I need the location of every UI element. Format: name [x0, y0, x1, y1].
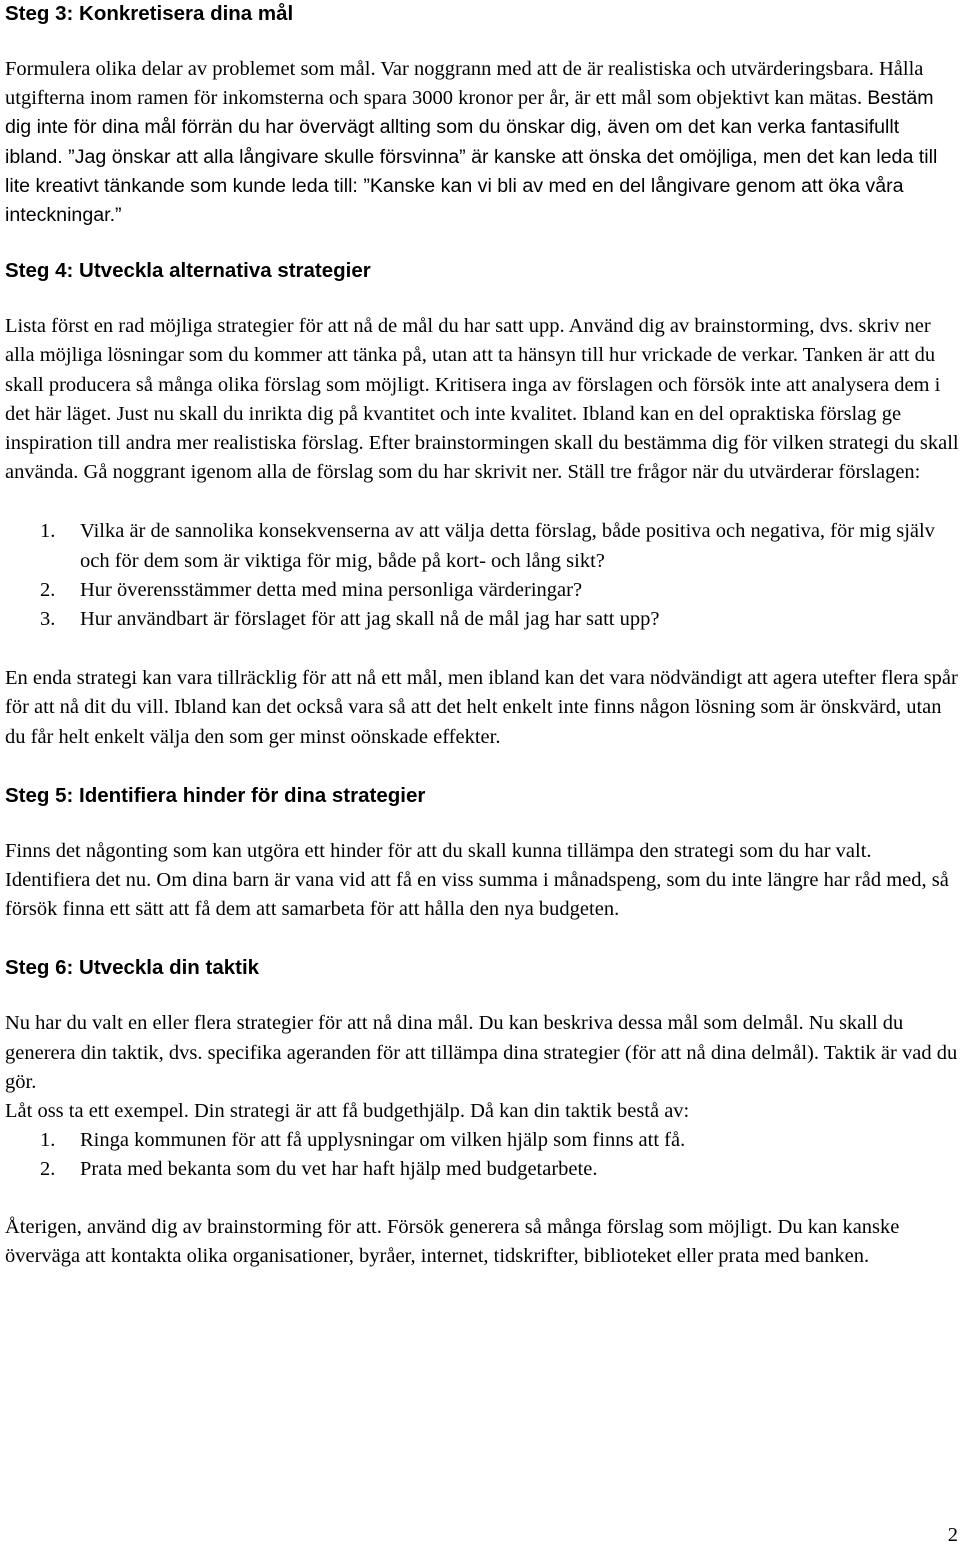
list-item: 2. Prata med bekanta som du vet har haft hjälp med budgetarbete.: [40, 1158, 598, 1181]
tactics-list: [5, 1126, 960, 1184]
page-number: 2: [947, 1524, 958, 1546]
list-item: 1. Ringa kommunen för att få upplysningar om vilken hjälp som finns att få.: [40, 1129, 686, 1152]
heading-steg-4: Steg 4: Utveckla alternativa strategier: [5, 259, 371, 283]
paragraph-steg-3-sans: Bestäm dig inte för dina mål förrän du har övervägt allting som du önskar dig, även om det kan verka fantasifullt ibland. ”Jag önskar att alla långivare skulle försvinna” är kanske att önska det omöjliga, men det kan leda till lite kreativt tänkande som kunde leda till: ”Kanske kan vi bli av med en del långivare genom att öka våra inteckningar.”: [5, 87, 938, 227]
paragraph-steg-6-after: Återigen, använd dig av brainstorming för att. Försök generera så många förslag som möjligt. Du kan kanske överväga att kontakta olika organisationer, byråer, internet, tidskrifter, biblioteket eller prata med banken.: [5, 1215, 900, 1267]
questions-list: [5, 517, 960, 634]
paragraph-steg-5: Finns det någonting som kan utgöra ett hinder för att du skall kunna tillämpa den strategi som du har valt. Identifiera det nu. Om dina barn är vana vid att få en viss summa i månadspeng, som du inte längre har råd med, så försök finna ett sätt att få dem att samarbeta för att hålla den nya budgeten.: [5, 839, 949, 921]
paragraph-steg-4: Lista först en rad möjliga strategier för att nå de mål du har satt upp. Använd dig av brainstorming, dvs. skriv ner alla möjliga lösningar som du kommer att tänka på, utan att ta hänsyn till hur vrickade de verkar. Tanken är att du skall producera så många olika förslag som möjligt. Kritisera inga av förslagen och försök inte att analysera dem i det här läget. Just nu skall du inrikta dig på kvantitet och inte kvalitet. Ibland kan en del opraktiska förslag ge inspiration till andra mer realistiska förslag. Efter brainstormingen skall du bestämma dig för vilken strategi du skall använda. Gå noggrant igenom alla de förslag som du har skrivit ner. Ställ tre frågor när du utvärderar förslagen:: [5, 315, 959, 484]
heading-steg-5: Steg 5: Identifiera hinder för dina strategier: [5, 783, 426, 807]
paragraph-steg-6-example: Låt oss ta ett exempel. Din strategi är att få budgethjälp. Då kan din taktik bestå av:: [5, 1100, 690, 1123]
heading-steg-6: Steg 6: Utveckla din taktik: [5, 956, 260, 980]
list-item: 2. Hur överensstämmer detta med mina personliga värderingar?: [40, 578, 583, 601]
list-item: 3. Hur användbart är förslaget för att jag skall nå de mål jag har satt upp?: [40, 608, 660, 631]
paragraph-steg-3-serif: Formulera olika delar av problemet som mål. Var noggrann med att de är realistiska och utvärderingsbara. Hålla utgifterna inom ramen för inkomsterna och spara 3000 kronor per år, är ett mål som objektivt kan mätas.: [5, 58, 924, 110]
document-page: [5, 0, 960, 1271]
paragraph-steg-6: Nu har du valt en eller flera strategier för att nå dina mål. Du kan beskriva dessa mål som delmål. Nu skall du generera din taktik, dvs. specifika ageranden för att tillämpa dina strategier (för att nå dina delmål). Taktik är vad du gör.: [5, 1012, 958, 1093]
paragraph-steg-3: [5, 55, 960, 230]
list-item: 1. Vilka är de sannolika konsekvenserna av att välja detta förslag, både positiva och negativa, för mig själv och för dem som är viktiga för mig, både på kort- och lång sikt?: [40, 520, 935, 572]
heading-steg-3: Steg 3: Konkretisera dina mål: [5, 2, 294, 25]
paragraph-steg-4-after: En enda strategi kan vara tillräcklig för att nå ett mål, men ibland kan det vara nödvändigt att agera utefter flera spår för att nå dit du vill. Ibland kan det också vara så att det helt enkelt inte finns någon lösning som är önskvärd, utan du får helt enkelt välja den som ger minst oönskade effekter.: [5, 667, 958, 748]
